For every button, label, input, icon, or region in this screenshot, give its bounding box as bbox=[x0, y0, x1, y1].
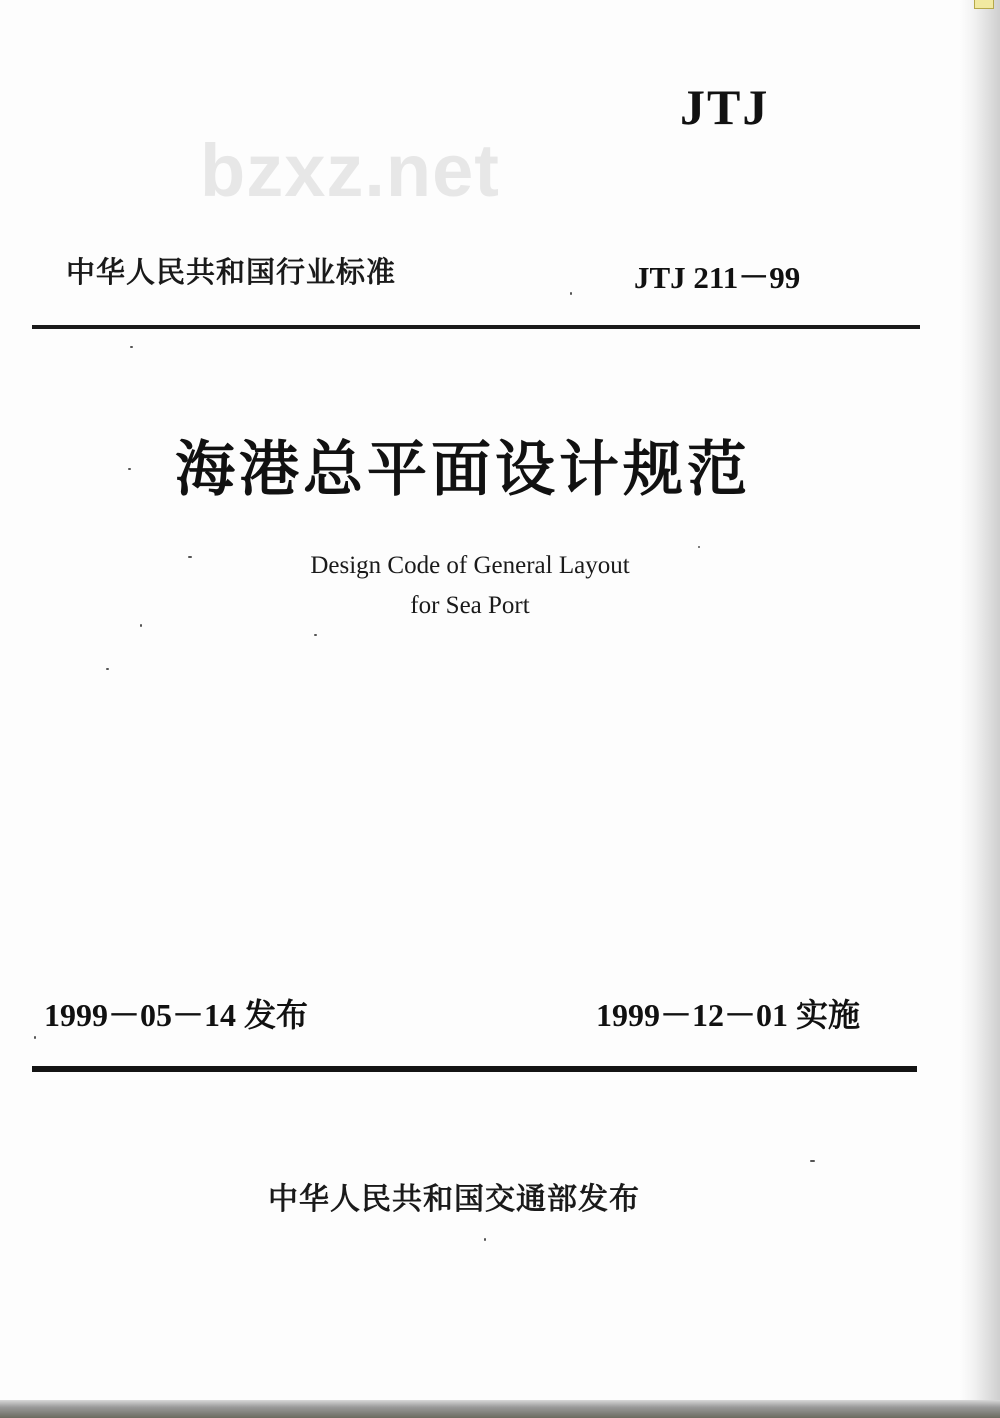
issue-date: 1999－05－14 发布 bbox=[44, 997, 309, 1033]
standard-number: JTJ 211－99 bbox=[634, 260, 801, 295]
top-divider bbox=[32, 325, 920, 329]
scan-speck bbox=[698, 546, 700, 548]
industry-standard-label: 中华人民共和国行业标准 bbox=[66, 255, 397, 289]
scan-shadow-edge bbox=[960, 0, 1000, 1418]
scan-speck bbox=[140, 624, 142, 627]
implementation-date: 1999－12－01 实施 bbox=[596, 997, 861, 1033]
scan-bottom-edge bbox=[0, 1400, 1000, 1418]
scan-speck bbox=[130, 346, 133, 348]
title-english bbox=[280, 546, 660, 626]
scan-speck bbox=[314, 634, 317, 636]
bottom-divider bbox=[32, 1066, 917, 1072]
scan-speck bbox=[106, 668, 109, 670]
scan-speck bbox=[810, 1160, 815, 1162]
title-english-line2: for Sea Port bbox=[410, 592, 530, 619]
scan-speck bbox=[570, 292, 572, 295]
publisher: 中华人民共和国交通部发布 bbox=[268, 1182, 640, 1217]
title-english-line1: Design Code of General Layout bbox=[310, 552, 630, 579]
watermark: bzxz.net bbox=[200, 129, 500, 212]
scan-speck bbox=[128, 468, 131, 470]
title-chinese: 海港总平面设计规范 bbox=[175, 435, 751, 505]
scan-speck bbox=[484, 1238, 486, 1241]
scan-speck bbox=[34, 1036, 36, 1039]
standard-code-header: JTJ bbox=[680, 79, 770, 135]
corner-marker bbox=[974, 0, 994, 9]
scan-speck bbox=[188, 556, 192, 558]
